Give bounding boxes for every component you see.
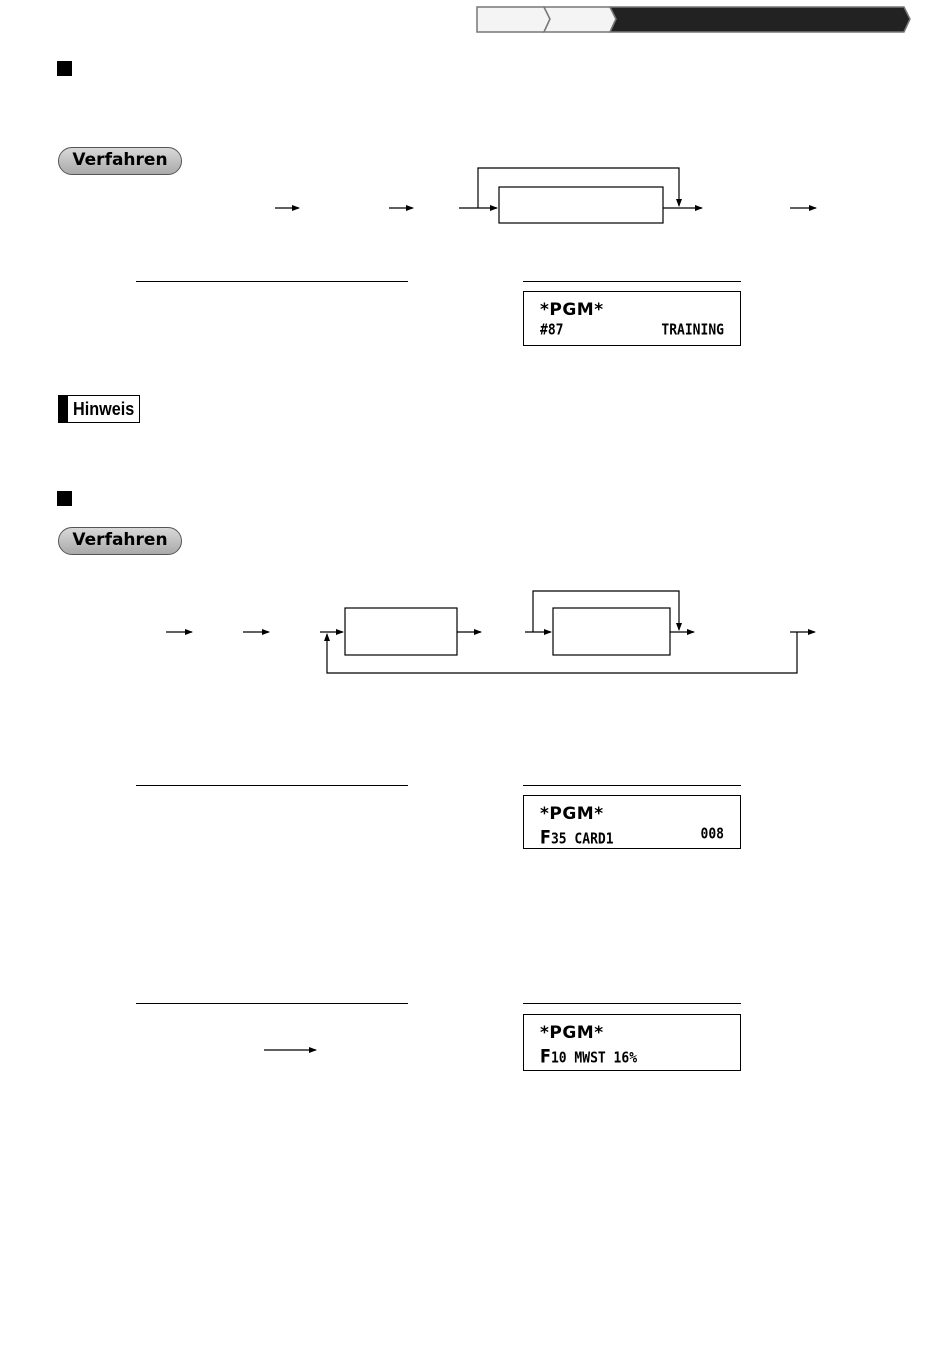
header-tab-bar <box>476 5 913 35</box>
rule-right <box>523 281 741 282</box>
flow-diagram-1 <box>260 160 830 235</box>
rule-left <box>136 281 408 282</box>
flow-box-2 <box>553 608 670 655</box>
lcd-line-2-left: #87 <box>540 322 564 340</box>
rule-right <box>523 785 741 786</box>
note-label-bar <box>59 396 68 422</box>
flow-box <box>499 187 663 223</box>
flow-diagram-2 <box>160 585 820 680</box>
lcd-function-prefix: F <box>540 1045 551 1067</box>
lcd-display-2 <box>523 795 741 849</box>
section-2-bullet <box>57 491 72 506</box>
header-tabs-graphic <box>476 5 913 35</box>
lcd-display-3 <box>523 1014 741 1071</box>
lcd-line-1: *PGM* <box>540 804 604 824</box>
rule-left <box>136 1003 408 1004</box>
flow-box-1 <box>345 608 457 655</box>
lcd-line-2-text: 35 CARD1 <box>550 830 614 848</box>
single-arrow <box>260 1043 320 1057</box>
rule-right <box>523 1003 741 1004</box>
lcd-line-2-right: 008 <box>700 826 724 844</box>
procedure-badge-1: Verfahren <box>58 147 182 175</box>
lcd-line-2-right: TRAINING <box>661 322 724 340</box>
procedure-badge-2: Verfahren <box>58 527 182 555</box>
header-tab-1 <box>477 7 550 32</box>
header-tab-3 <box>610 7 910 32</box>
section-1-bullet <box>57 61 72 76</box>
lcd-line-2 <box>540 1045 724 1067</box>
lcd-display-1 <box>523 291 741 346</box>
note-label <box>58 395 140 423</box>
note-label-text: Hinweis <box>73 399 135 419</box>
lcd-function-prefix: F <box>540 826 551 848</box>
lcd-line-1: *PGM* <box>540 300 604 320</box>
header-tab-2 <box>544 7 616 32</box>
lcd-line-2 <box>540 322 724 339</box>
lcd-line-2-text: 10 MWST 16% <box>550 1049 638 1067</box>
lcd-line-2 <box>540 826 724 848</box>
lcd-line-1: *PGM* <box>540 1023 604 1043</box>
rule-left <box>136 785 408 786</box>
